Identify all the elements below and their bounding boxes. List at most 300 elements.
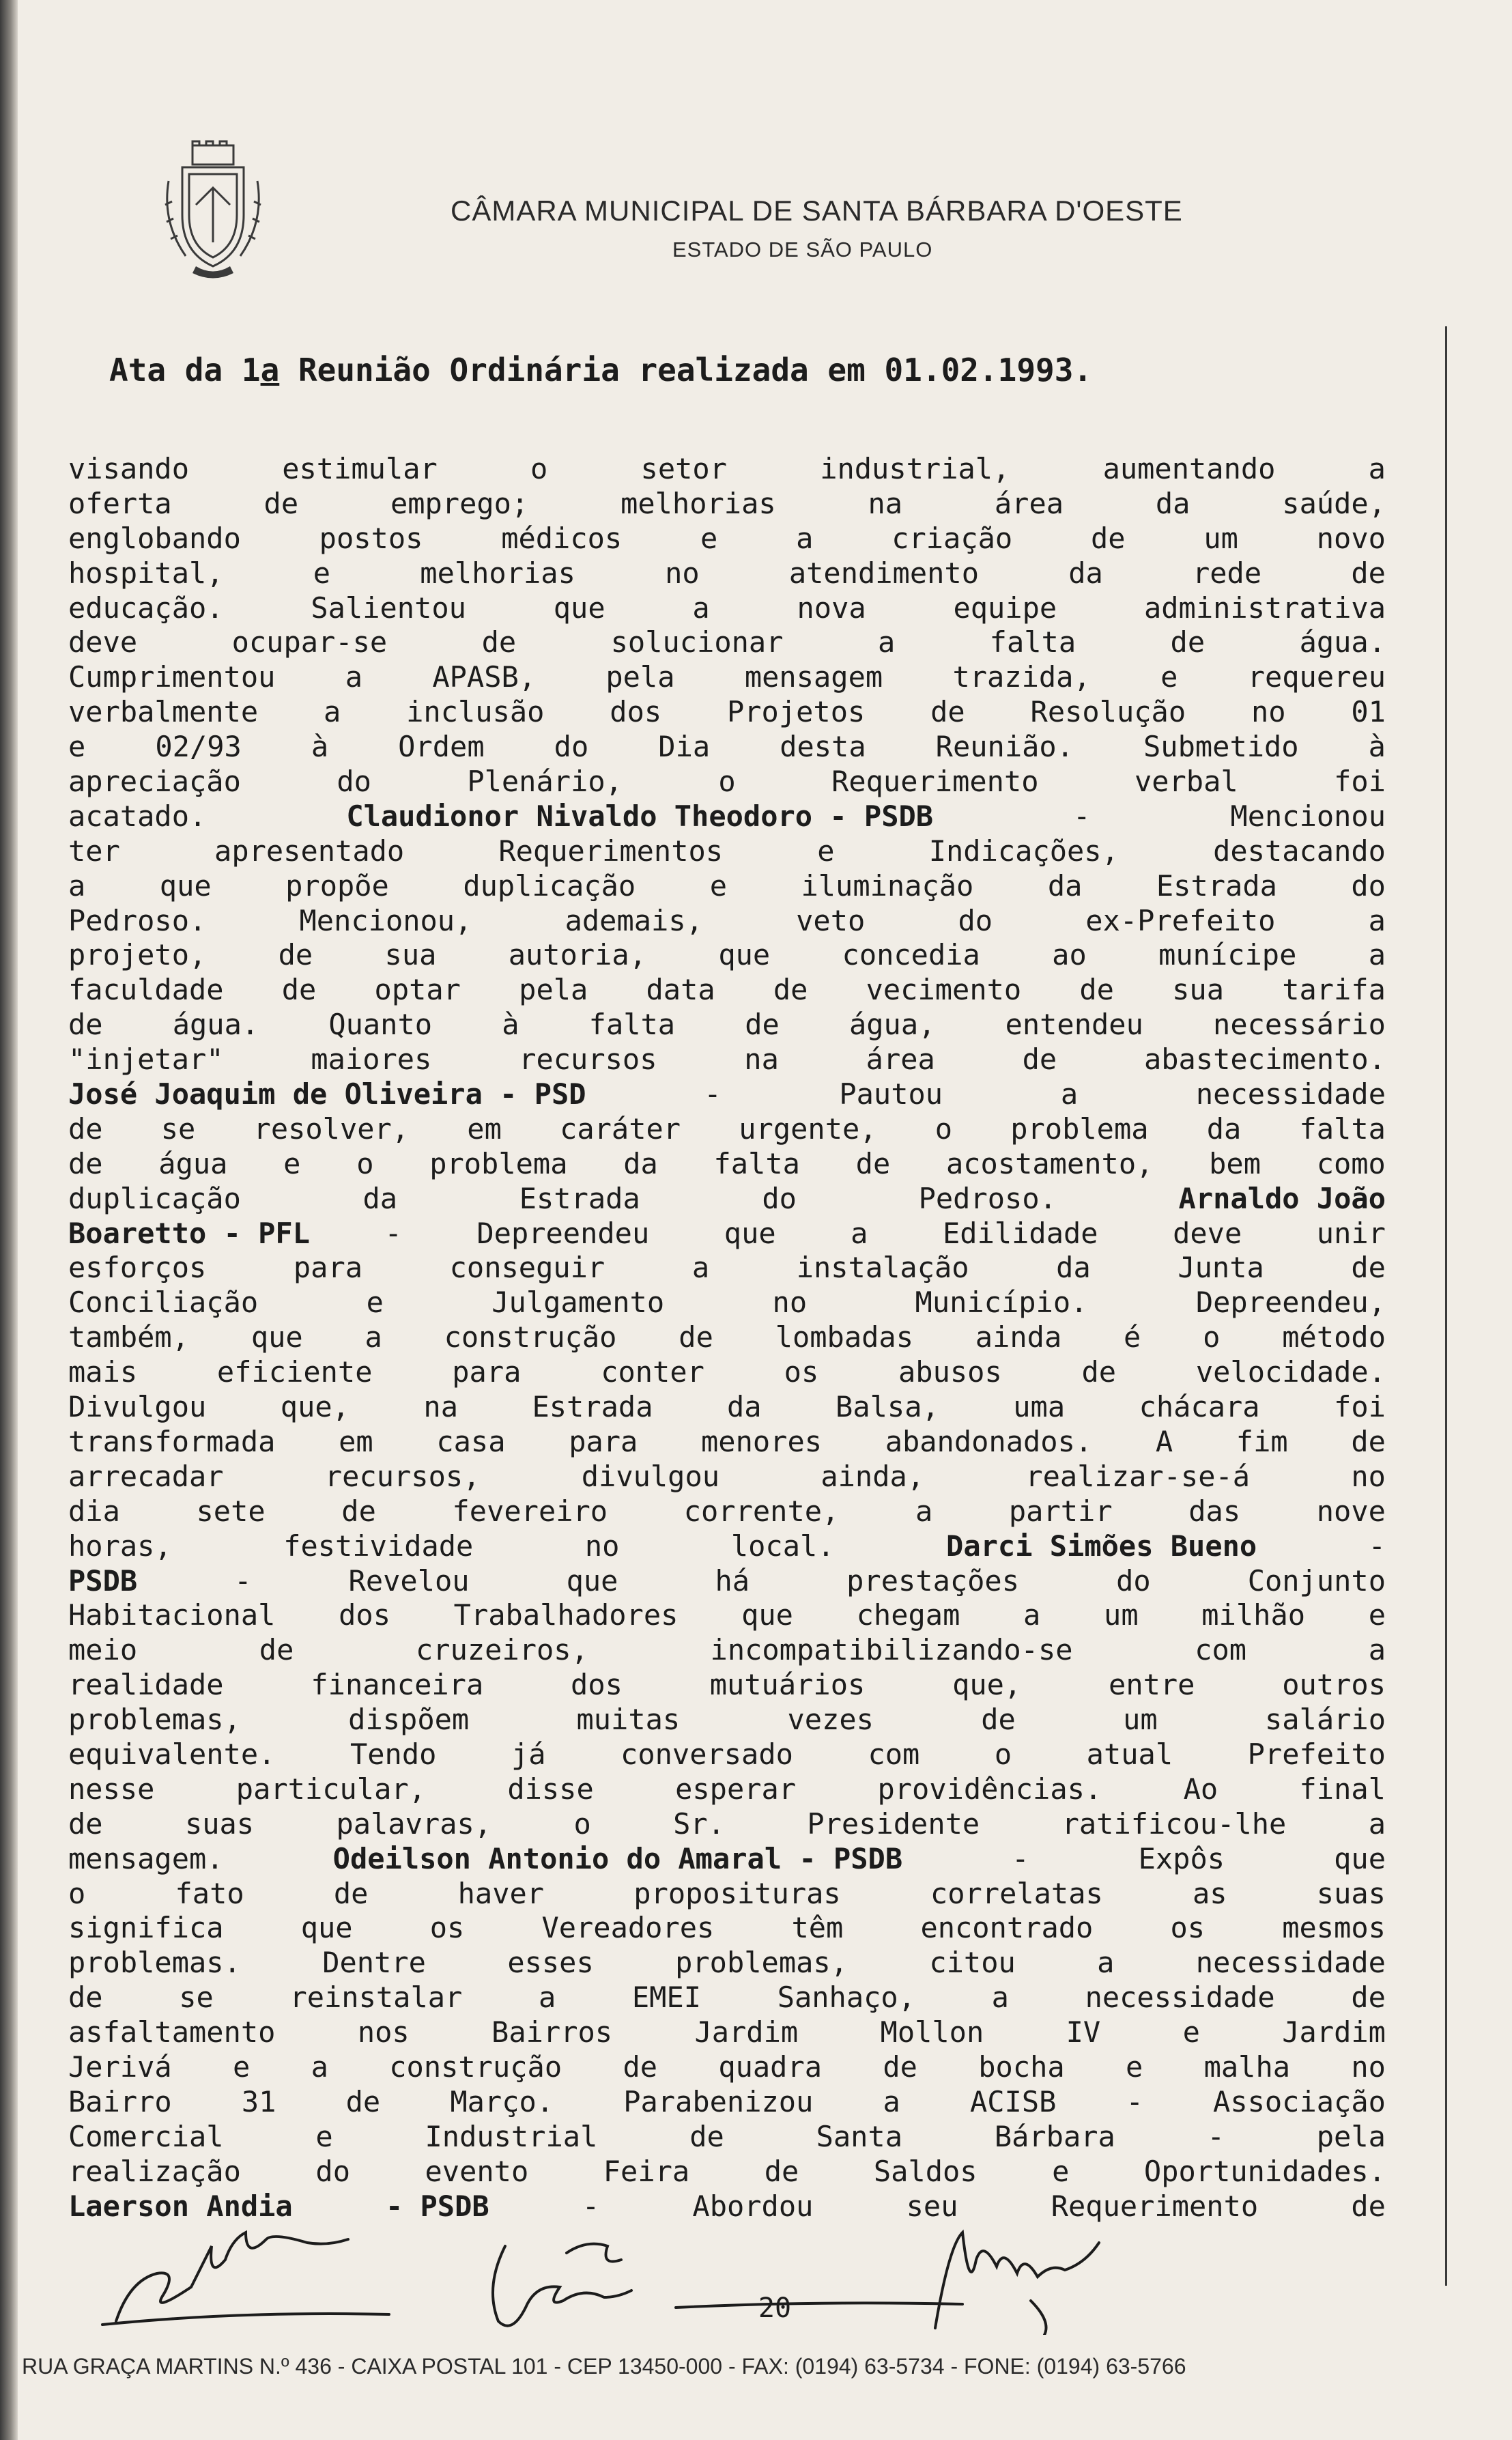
word: entre <box>1109 1668 1195 1702</box>
word: as <box>1193 1876 1227 1910</box>
word: Projetos <box>726 695 866 729</box>
word: e <box>68 730 86 764</box>
word: Bárbara <box>994 2119 1115 2153</box>
word: Vereadores <box>541 1911 715 1945</box>
word: solucionar <box>610 625 784 659</box>
word: o <box>68 1876 86 1910</box>
word: realidade <box>68 1668 224 1702</box>
body-line <box>68 1494 1386 1529</box>
word: reinstalar <box>289 1981 463 2015</box>
body-line <box>68 1703 1386 1737</box>
word: a <box>1060 1077 1079 1111</box>
word: acostamento, <box>945 1146 1154 1180</box>
word: Tendo <box>350 1737 437 1771</box>
word: de <box>1079 973 1114 1007</box>
body-line <box>68 1807 1386 1842</box>
word: o <box>573 1806 591 1841</box>
word: a <box>1368 938 1386 972</box>
word: do <box>1116 1563 1151 1598</box>
word: inclusão <box>406 695 545 729</box>
word: que <box>1334 1841 1386 1875</box>
word: a <box>991 1981 1009 2015</box>
body-line <box>68 869 1386 904</box>
word: data <box>646 973 715 1007</box>
word: disse <box>507 1772 594 1806</box>
word: Santa <box>816 2119 903 2153</box>
word: maiores <box>311 1042 432 1077</box>
word: têm <box>791 1911 844 1945</box>
word: Resolução <box>1030 695 1186 729</box>
word: mensagem <box>744 660 883 694</box>
word: asfaltamento <box>68 2015 276 2049</box>
body-line <box>68 973 1386 1008</box>
word: horas, <box>68 1529 172 1563</box>
body-line <box>68 2120 1386 2155</box>
word: à <box>311 730 329 764</box>
word: de <box>883 2049 917 2084</box>
word: fim <box>1236 1424 1288 1458</box>
word: que <box>159 868 212 903</box>
word: à <box>1368 730 1386 764</box>
word: problemas, <box>68 1703 241 1737</box>
word: de <box>623 2049 658 2084</box>
word: necessidade <box>1085 1981 1275 2015</box>
word: Requerimentos <box>498 834 724 868</box>
word: Saldos <box>873 2154 978 2188</box>
word: com <box>1195 1633 1247 1667</box>
word: necessidade <box>1195 1077 1386 1111</box>
body-line <box>68 1147 1386 1182</box>
word: do <box>554 730 589 764</box>
word: duplicação <box>463 868 636 903</box>
word: - <box>1126 2084 1143 2118</box>
word: esses <box>507 1946 594 1980</box>
word: a <box>324 695 341 729</box>
word: Junta <box>1178 1251 1264 1285</box>
word: e <box>1160 660 1178 694</box>
word: industrial, <box>820 452 1010 485</box>
handwritten-signatures <box>89 2226 1249 2335</box>
body-line <box>68 2050 1386 2085</box>
word: falta <box>713 1146 800 1180</box>
word: haver <box>457 1876 545 1910</box>
word: de <box>1351 1251 1386 1285</box>
word: divulgou <box>581 1459 720 1493</box>
word: Município. <box>915 1286 1088 1320</box>
word: e <box>233 2049 251 2084</box>
word: esforços <box>68 1251 207 1285</box>
word: falta <box>1299 1111 1386 1146</box>
word: conversado <box>621 1737 793 1771</box>
word: Edilidade <box>943 1216 1098 1250</box>
scan-page-edge <box>0 0 18 2440</box>
word: recursos <box>519 1042 657 1077</box>
word: a <box>1368 903 1386 937</box>
word: que, <box>280 1390 350 1424</box>
word: ainda, <box>821 1459 925 1493</box>
word: Oportunidades. <box>1143 2154 1386 2188</box>
word: urgente, <box>739 1111 877 1146</box>
word: acatado. <box>68 799 207 833</box>
word: salário <box>1264 1703 1386 1737</box>
word: sua <box>384 938 437 972</box>
word: Habitacional <box>68 1598 276 1632</box>
word: da <box>1206 1111 1242 1146</box>
word: água. <box>1299 625 1386 659</box>
word: de <box>263 486 299 520</box>
body-line <box>68 765 1386 799</box>
word: a <box>877 625 896 659</box>
word: nos <box>357 2015 410 2049</box>
body-line <box>68 2155 1386 2189</box>
body-line <box>68 1182 1386 1217</box>
word: Expôs <box>1138 1841 1225 1875</box>
word: mesmos <box>1282 1911 1386 1945</box>
page-number: 20 <box>758 2293 792 2324</box>
word: de <box>1351 2189 1386 2223</box>
word: Plenário, <box>467 765 623 799</box>
word: o <box>994 1737 1012 1771</box>
word: água, <box>848 1008 936 1042</box>
word: eficiente <box>216 1355 373 1389</box>
body-line <box>68 1286 1386 1320</box>
speaker-name: José Joaquim de Oliveira - PSD <box>68 1077 586 1111</box>
word: setor <box>640 452 727 485</box>
word: Trabalhadores <box>453 1598 679 1632</box>
word: já <box>511 1737 546 1771</box>
word: esperar <box>675 1772 797 1806</box>
body-line <box>68 660 1386 695</box>
word: e <box>817 834 835 868</box>
word: partir <box>1008 1494 1113 1528</box>
body-line <box>68 1390 1386 1425</box>
word: Jardim <box>694 2015 799 2049</box>
word: a <box>691 1251 710 1285</box>
word: Ao <box>1183 1772 1218 1806</box>
word: de <box>1091 521 1126 555</box>
word: citou <box>929 1946 1016 1980</box>
word: Pedroso. <box>68 903 207 937</box>
word: casa <box>436 1424 506 1458</box>
word: projeto, <box>68 938 207 972</box>
word: - <box>1368 1529 1386 1563</box>
footer-address: RUA GRAÇA MARTINS N.º 436 - CAIXA POSTAL 101 - CEP 13450-000 - FAX: (0194) 63-5734 - FONE: (0194) 63-5766 <box>22 2354 1186 2379</box>
word: falta <box>588 1008 676 1042</box>
word: que <box>741 1598 793 1632</box>
word: os <box>429 1911 465 1945</box>
word: de <box>1351 1981 1386 2015</box>
word: do <box>958 903 993 937</box>
word: Bairro <box>68 2084 172 2118</box>
word: na <box>744 1042 779 1077</box>
word: e <box>1052 2154 1070 2188</box>
body-line <box>68 2189 1386 2224</box>
body-line <box>68 1772 1386 1807</box>
word: Março. <box>450 2084 554 2118</box>
word: e <box>283 1146 301 1180</box>
word: problemas. <box>68 1946 241 1980</box>
word: e <box>313 556 331 590</box>
word: no <box>772 1286 808 1320</box>
body-line <box>68 591 1386 626</box>
word: saúde, <box>1282 486 1386 520</box>
word: que <box>718 938 771 972</box>
word: Divulgou <box>68 1390 207 1424</box>
word: problema <box>429 1146 568 1180</box>
word: da <box>362 1181 398 1215</box>
word: vezes <box>787 1703 874 1737</box>
word: ex-Prefeito <box>1085 903 1276 937</box>
word: de <box>68 1806 103 1841</box>
word: há <box>715 1563 750 1598</box>
word: do <box>762 1181 797 1215</box>
word: - <box>234 1563 252 1598</box>
word: meio <box>68 1633 138 1667</box>
title-prefix: Ata da 1 <box>109 352 261 388</box>
word: no <box>1251 695 1286 729</box>
word: unir <box>1316 1216 1386 1250</box>
word: final <box>1299 1772 1386 1806</box>
word: água <box>158 1146 228 1180</box>
word: ademais, <box>565 903 703 937</box>
word: de <box>1351 556 1386 590</box>
word: aumentando <box>1102 452 1276 485</box>
speaker-name: Claudionor Nivaldo Theodoro - PSDB <box>346 799 934 833</box>
word: necessário <box>1213 1008 1386 1042</box>
word: - <box>1012 1841 1029 1875</box>
word: com <box>868 1737 920 1771</box>
word: Depreendeu, <box>1195 1286 1386 1320</box>
word: equipe <box>953 591 1057 625</box>
body-line <box>68 730 1386 765</box>
word: Associação <box>1213 2084 1386 2118</box>
word: Submetido <box>1143 730 1299 764</box>
word: estimular <box>282 452 438 485</box>
body-line <box>68 1598 1386 1633</box>
word: a <box>311 2049 328 2084</box>
word: educação. <box>68 591 224 625</box>
word: os <box>784 1355 819 1389</box>
state-name: ESTADO DE SÃO PAULO <box>672 238 933 261</box>
word: mensagem. <box>68 1841 224 1875</box>
word: construção <box>389 2049 562 2084</box>
word: conter <box>601 1355 704 1389</box>
word: mutuários <box>709 1668 866 1702</box>
word: Pautou <box>839 1077 943 1111</box>
word: método <box>1282 1320 1386 1354</box>
title-ordinal: a <box>260 352 280 388</box>
word: da <box>1056 1251 1091 1285</box>
body-line <box>68 1633 1386 1668</box>
word: o <box>935 1111 953 1146</box>
word: Reunião. <box>935 730 1074 764</box>
body-line <box>68 452 1386 487</box>
body-line <box>68 522 1386 556</box>
word: sua <box>1172 973 1224 1007</box>
word: ao <box>1052 938 1087 972</box>
word: à <box>502 1008 519 1042</box>
word: de <box>679 1320 713 1354</box>
word: concedia <box>842 938 980 972</box>
word: resolver, <box>253 1111 410 1146</box>
word: conseguir <box>449 1251 605 1285</box>
word: foi <box>1334 765 1386 799</box>
word: A <box>1155 1424 1173 1458</box>
word: providências. <box>877 1772 1102 1806</box>
word: novo <box>1316 521 1386 555</box>
word: trazida, <box>952 660 1091 694</box>
word: Dia <box>658 730 711 764</box>
word: de <box>68 1146 103 1180</box>
speaker-name: - PSDB <box>385 2189 489 2223</box>
word: que <box>251 1320 303 1354</box>
word: APASB, <box>432 660 537 694</box>
word: hospital, <box>68 556 224 590</box>
word: construção <box>444 1320 617 1354</box>
word: financeira <box>311 1668 484 1702</box>
word: do <box>337 765 371 799</box>
word: caráter <box>560 1111 681 1146</box>
word: duplicação <box>68 1181 241 1215</box>
word: Indicações, <box>928 834 1119 868</box>
word: os <box>1170 1911 1206 1945</box>
word: de <box>278 938 313 972</box>
word: e <box>709 868 727 903</box>
word: Mollon <box>880 2015 984 2049</box>
word: Comercial <box>68 2119 224 2153</box>
word: um <box>1123 1703 1158 1737</box>
word: administrativa <box>1143 591 1386 625</box>
body-line <box>68 1842 1386 1877</box>
word: área <box>866 1042 935 1077</box>
word: - <box>582 2189 600 2223</box>
word: pela <box>1316 2119 1386 2153</box>
word: faculdade <box>68 973 224 1007</box>
word: abusos <box>898 1355 1002 1389</box>
word: EMEI <box>631 1981 702 2015</box>
word: que <box>566 1563 618 1598</box>
word: se <box>160 1111 196 1146</box>
word: de <box>345 2084 381 2118</box>
word: recursos, <box>324 1459 481 1493</box>
word: vecimento <box>866 973 1022 1007</box>
word: rede <box>1192 556 1262 590</box>
word: Estrada <box>1156 868 1277 903</box>
body-line <box>68 625 1386 660</box>
word: Revelou <box>348 1563 470 1598</box>
word: Requerimento <box>1051 2189 1259 2223</box>
word: 31 <box>241 2084 276 2118</box>
word: a <box>1097 1946 1115 1980</box>
word: Feira <box>603 2154 690 2188</box>
body-line <box>68 556 1386 591</box>
body-line <box>68 1355 1386 1390</box>
speaker-name: PSDB <box>68 1563 138 1598</box>
word: na <box>423 1390 458 1424</box>
word: Dentre <box>322 1946 426 1980</box>
body-line <box>68 695 1386 730</box>
word: equivalente. <box>68 1737 276 1771</box>
word: a <box>1368 1633 1386 1667</box>
body-line <box>68 1946 1386 1981</box>
word: ratificou-lhe <box>1061 1806 1287 1841</box>
word: correlatas <box>930 1876 1103 1910</box>
word: - <box>1207 2119 1225 2153</box>
word: arrecadar <box>68 1459 224 1493</box>
word: Pedroso. <box>918 1181 1057 1215</box>
word: incompatibilizando-se <box>710 1633 1073 1667</box>
body-line <box>68 1529 1386 1564</box>
word: de <box>259 1633 294 1667</box>
word: sete <box>196 1494 266 1528</box>
word: também, <box>68 1320 190 1354</box>
word: Abordou <box>692 2189 814 2223</box>
word: em <box>339 1424 373 1458</box>
word: Prefeito <box>1247 1737 1386 1771</box>
body-line <box>68 1217 1386 1251</box>
word: uma <box>1013 1390 1066 1424</box>
body-line <box>68 1981 1386 2015</box>
body-line <box>68 2015 1386 2050</box>
word: de <box>341 1494 376 1528</box>
word: Jardim <box>1282 2015 1386 2049</box>
body-line <box>68 1112 1386 1147</box>
word: foi <box>1334 1390 1386 1424</box>
word: se <box>179 1981 214 2015</box>
word: IV <box>1066 2015 1101 2049</box>
word: Parabenizou <box>623 2084 814 2118</box>
word: particular, <box>236 1772 426 1806</box>
word: a <box>345 660 363 694</box>
word: seu <box>906 2189 958 2223</box>
word: outros <box>1282 1668 1386 1702</box>
word: que <box>724 1216 776 1250</box>
word: 02/93 <box>155 730 242 764</box>
body-line <box>68 1251 1386 1286</box>
word: iluminação <box>801 868 974 903</box>
word: englobando <box>68 521 241 555</box>
word: deve <box>1173 1216 1242 1250</box>
word: a <box>692 591 710 625</box>
word: transformada <box>68 1424 276 1458</box>
word: de <box>481 625 517 659</box>
word: muitas <box>576 1703 681 1737</box>
word: suas <box>184 1806 255 1841</box>
word: da <box>1047 868 1083 903</box>
word: Estrada <box>532 1390 653 1424</box>
word: a <box>538 1981 556 2015</box>
word: a <box>1023 1598 1041 1632</box>
word: - <box>704 1077 722 1111</box>
word: menores <box>701 1424 823 1458</box>
word: autoria, <box>508 938 647 972</box>
word: o <box>1203 1320 1221 1354</box>
word: do <box>315 2154 350 2188</box>
word: dispõem <box>348 1703 470 1737</box>
word: em <box>467 1111 502 1146</box>
word: encontrado <box>920 1911 1094 1945</box>
word: - <box>384 1216 402 1250</box>
word: emprego; <box>390 486 529 520</box>
word: a <box>796 521 814 555</box>
body-line <box>68 1425 1386 1460</box>
body-line <box>68 1737 1386 1772</box>
word: e <box>700 521 718 555</box>
word: malha <box>1203 2049 1291 2084</box>
word: apreciação <box>68 765 241 799</box>
body-line <box>68 1077 1386 1112</box>
word: que <box>553 591 605 625</box>
